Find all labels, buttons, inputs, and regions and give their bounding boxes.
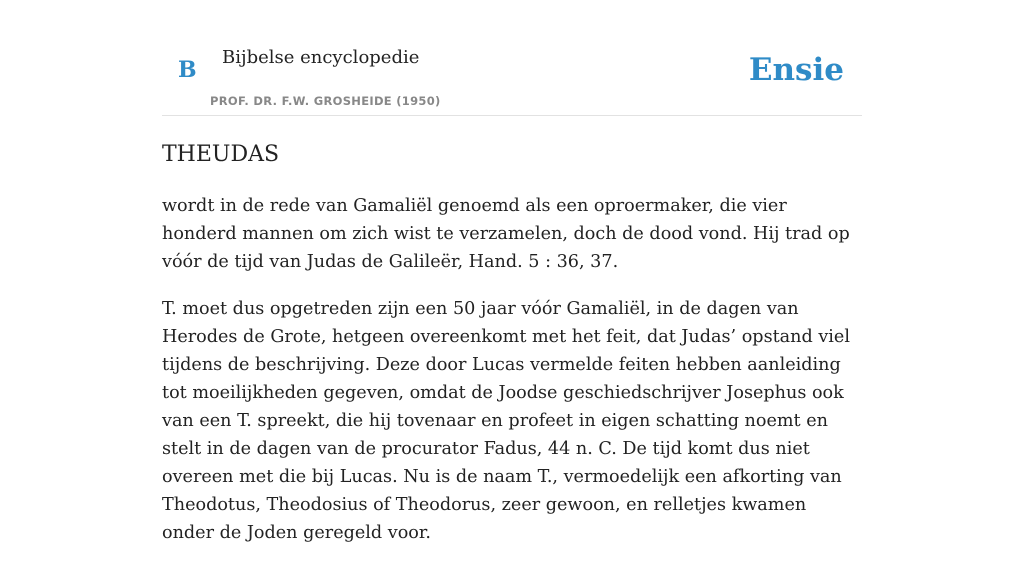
entry-title: THEUDAS — [162, 142, 280, 167]
book-title[interactable]: Bijbelse encyclopedie — [222, 47, 420, 68]
book-logo-icon[interactable]: B — [178, 57, 197, 83]
book-author: PROF. DR. F.W. GROSHEIDE (1950) — [210, 94, 441, 108]
header — [162, 0, 862, 116]
entry-paragraph: T. moet dus opgetreden zijn een 50 jaar vóór Gamaliël, in de dagen van Herodes de Grote, hetgeen overeenkomt met het feit, dat Judas’ opstand viel tijdens de beschrijving. Deze door Lucas vermelde feiten hebben aanleiding tot moeilijkheden gegeven, omdat de Joodse geschiedschrijver Josephus ook van een T. spreekt, die hij tovenaar en profeet in eigen schatting noemt en stelt in de dagen van de procurator Fadus, 44 n. C. De tijd komt dus niet overeen met die bij Lucas. Nu is de naam T., vermoedelijk een afkorting van Theodotus, Theodosius of Theodorus, zeer gewoon, en relletjes kwamen onder de Joden geregeld voor. — [162, 299, 850, 543]
page — [162, 0, 862, 543]
site-logo[interactable]: Ensie — [748, 52, 844, 88]
entry-body — [162, 192, 862, 566]
entry-paragraph: wordt in de rede van Gamaliël genoemd als een oproermaker, die vier honderd mannen om zich wist te verzamelen, doch de dood vond. Hij trad op vóór de tijd van Judas de Galileër, Hand. 5 : 36, 37. — [162, 196, 850, 272]
